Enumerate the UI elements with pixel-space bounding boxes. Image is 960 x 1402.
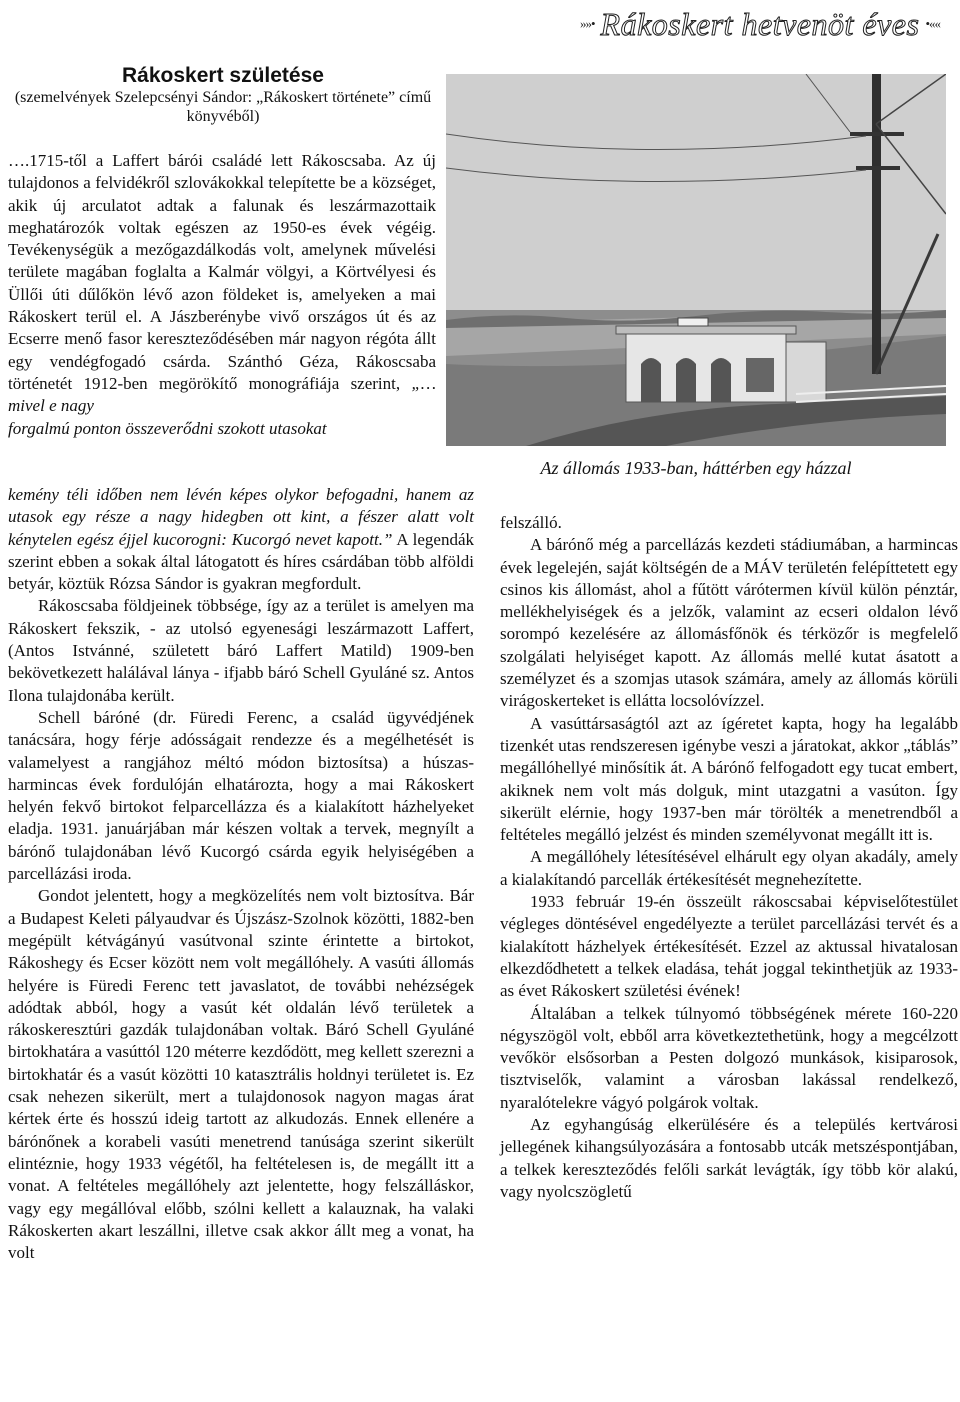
header-title: Rákoskert hetvenöt éves: [600, 5, 920, 42]
paragraph: Schell báróné (dr. Füredi Ferenc, a család ügyvédjének tanácsára, hogy férje adósságait rendezze és a megélhetését is valamelyest a rangjához méltó módon biztosítsa) a húszas-harmincas évek fordulóján elhatározta, hogy a mai Rákoskert helyén fekvő birtokot felparcellázza és a kialakított házhelyeket eladja. 1931. januárjában már készen voltak a tervek, megnyílt a bárónő tulajdonában lévő Kucorgó csárda egyik helyiségében a parcellázási iroda.: [8, 707, 474, 884]
article-title-block: [8, 64, 438, 126]
paragraph: A bárónő még a parcellázás kezdeti stádiumában, a harmincas évek legelején, saját költségén de a MÁV területén felépíttetett egy csinos kis állomást, ahol a fűtött várótermen kívül külön pénztár, mellékhelyiségek és a jelzők, valamint az ecseri oldalon lévő sorompó kezelésére az állomásfőnök és térközőr is megfelelő szolgálati helyiséget kapott. Az állomás mellé kutat ásatott a személyzet és a szomjas utasok számára, amely az állomás körüli virágoskerteket is ellátta locsolóvízzel.: [500, 535, 958, 711]
paragraph: A megállóhely létesítésével elhárult egy olyan akadály, amely a kialakítandó parcellák értékesítését megnehezítette.: [500, 847, 958, 889]
quote-rest: kemény téli időben nem lévén képes olykor befogadni, hanem az utasok egy része a nagy hidegben ott kint, a fészer alatt volt kénytelen egész éjjel kucorogni: Kucorgó nevet kapott.”: [8, 485, 474, 549]
left-column-lower: [8, 484, 474, 1264]
quote-paragraph: [8, 484, 474, 595]
paragraph: [8, 150, 436, 418]
paragraph: 1933 február 19-én összeült rákoscsabai képviselőtestület végleges döntésével engedélyezte a terület parcellázási tervét és a kialakított házhelyek értékesítését. Ezzel az aktussal hivatalosan elkezdődhetett a telkek eladása, tehát joggal tekinthetjük az 1933-as évet Rákoskert születési évének!: [500, 892, 958, 1001]
station-photo: [446, 74, 946, 446]
quote-line: forgalmú ponton összeverődni szokott utasokat: [8, 418, 327, 438]
quote-start: „…mivel e nagy: [8, 373, 437, 416]
header-ornament-left: »»•: [579, 16, 595, 31]
article-subtitle: (szemelvények Szelepcsényi Sándor: „Rákoskert története” című könyvéből): [14, 89, 432, 125]
paragraph: Az egyhangúság elkerülésére és a település kertvárosi jellegének kihangsúlyozására a fontosabb utcák metszéspontjában, a telkek kereszteződés felőli sarkát levágták, így több kör alakú, vagy nyolcszögletű: [500, 1115, 958, 1201]
article-heading: Rákoskert születése: [122, 64, 324, 87]
paragraph: Általában a telkek túlnyomó többségének mérete 160-220 négyszögöl volt, ebből arra következtethetünk, hogy a megcélzott vevőkör elsősorban a Pesten dolgozó munkások, kisiparosok, tisztviselők, valamint a városban lakással rendelkező, nyaralótelekre vágyó polgárok voltak.: [500, 1003, 958, 1112]
paragraph: Gondot jelentett, hogy a megközelítés nem volt biztosítva. Bár a Budapest Keleti pályaudvar és Újszász-Szolnok közötti, 1882-ben megépült kétvágányú vasútvonal szinte érintette a birtokot, Rákoshegy és Ecser között nem volt megállóhely. A vasúti állomás helyére is Füredi Ferenc tett javaslatot, de további nehézségek adódtak abból, hogy a vasút két oldalán lévő területek a rákoskeresztúri gazdák tulajdonában voltak. Báró Schell Gyuláné birtokhatára a vasúttól 120 méterre kezdődött, meg kellett szerezni a birtokhatár és a vasút közötti 10 katasztrális holdnyi területet is. Ez csak nehezen sikerült, mert a tulajdonosok nagyon magas árat kértek érte és hosszú ideig tartott az alkudozás. Ennek ellenére a bárónőnek a korabeli vasúti menetrend tanúsága szerint sikerült elintéznie, hogy 1933 végétől, ha feltételesen is, de megállt itt a vonat. A feltételes megállóhely azt jelentette, hogy felszálláskor, vagy egy megállóval előbb, szólni kellett a kalauznak, ha valaki Rákoskerten akart leszállni, illetve csak akkor állt meg a vonat, ha volt: [8, 886, 474, 1263]
page-header: [500, 4, 940, 44]
right-column: [500, 512, 958, 1203]
paragraph: A vasúttársaságtól azt az ígéretet kapta, hogy ha legalább tizenkét utas rendszeresen igénybe veszi a járatokat, akkor „táblás” megállóhellyé minősítik át. A bárónő felfogadott egy tucat embert, akiknek nem volt más dolguk, mint utazgatni a vasúton. Így sikerült elérnie, hogy 1937-ben már törölték a menetrendből a feltételes megálló jelzést és minden személyvonat megállt itt is.: [500, 713, 958, 845]
after-quote: A legendák szerint ebben a sokak által látogatott és híres csárdában több alföldi betyár, köztük Rózsa Sándor is gyakran megfordult.: [8, 529, 475, 594]
left-column-top: [8, 150, 436, 440]
header-ornament-right: •««: [925, 16, 940, 31]
intro-text: ….1715-től a Laffert bárói családé lett Rákoscsaba. Az új tulajdonos a felvidékről szlovákokkal telepítette be a községet, akik új arculatot adtak a falunak és leszármazottaik meghatározók voltak egészen az 1950-es évek végéig. Tevékenységük a mezőgazdálkodás volt, amelynek művelési területe magában foglalta a Kalmár völgyi, a Körtvélyesi és Üllői úti dűlőkön lévő azon földeket is, amelyeken a mai Rákoskert terül el. A Jászberénybe vivő országos út és az Ecserre menő fasor kereszteződésében már nagyon régóta állt egy vendégfogadó csárda. Szánthó Géza, Rákoscsaba történetét 1912-ben megörökítő monográfiája szerint,: [8, 151, 436, 393]
station-photo-drawing: [446, 74, 946, 446]
paragraph: felszálló.: [500, 513, 562, 532]
paragraph: Rákoscsaba földjeinek többsége, így az a terület is amelyen ma Rákoskert fekszik, - az utolsó egyenesági leszármazott Laffert, (Antos Istvánné, született báró Laffert Matild) 1909-ben bekövetkezett halálával lánya - ifjabb báró Schell Gyuláné sz. Antos Ilona tulajdonába került.: [8, 596, 474, 705]
photo-caption: Az állomás 1933-ban, háttérben egy házzal: [540, 458, 852, 478]
